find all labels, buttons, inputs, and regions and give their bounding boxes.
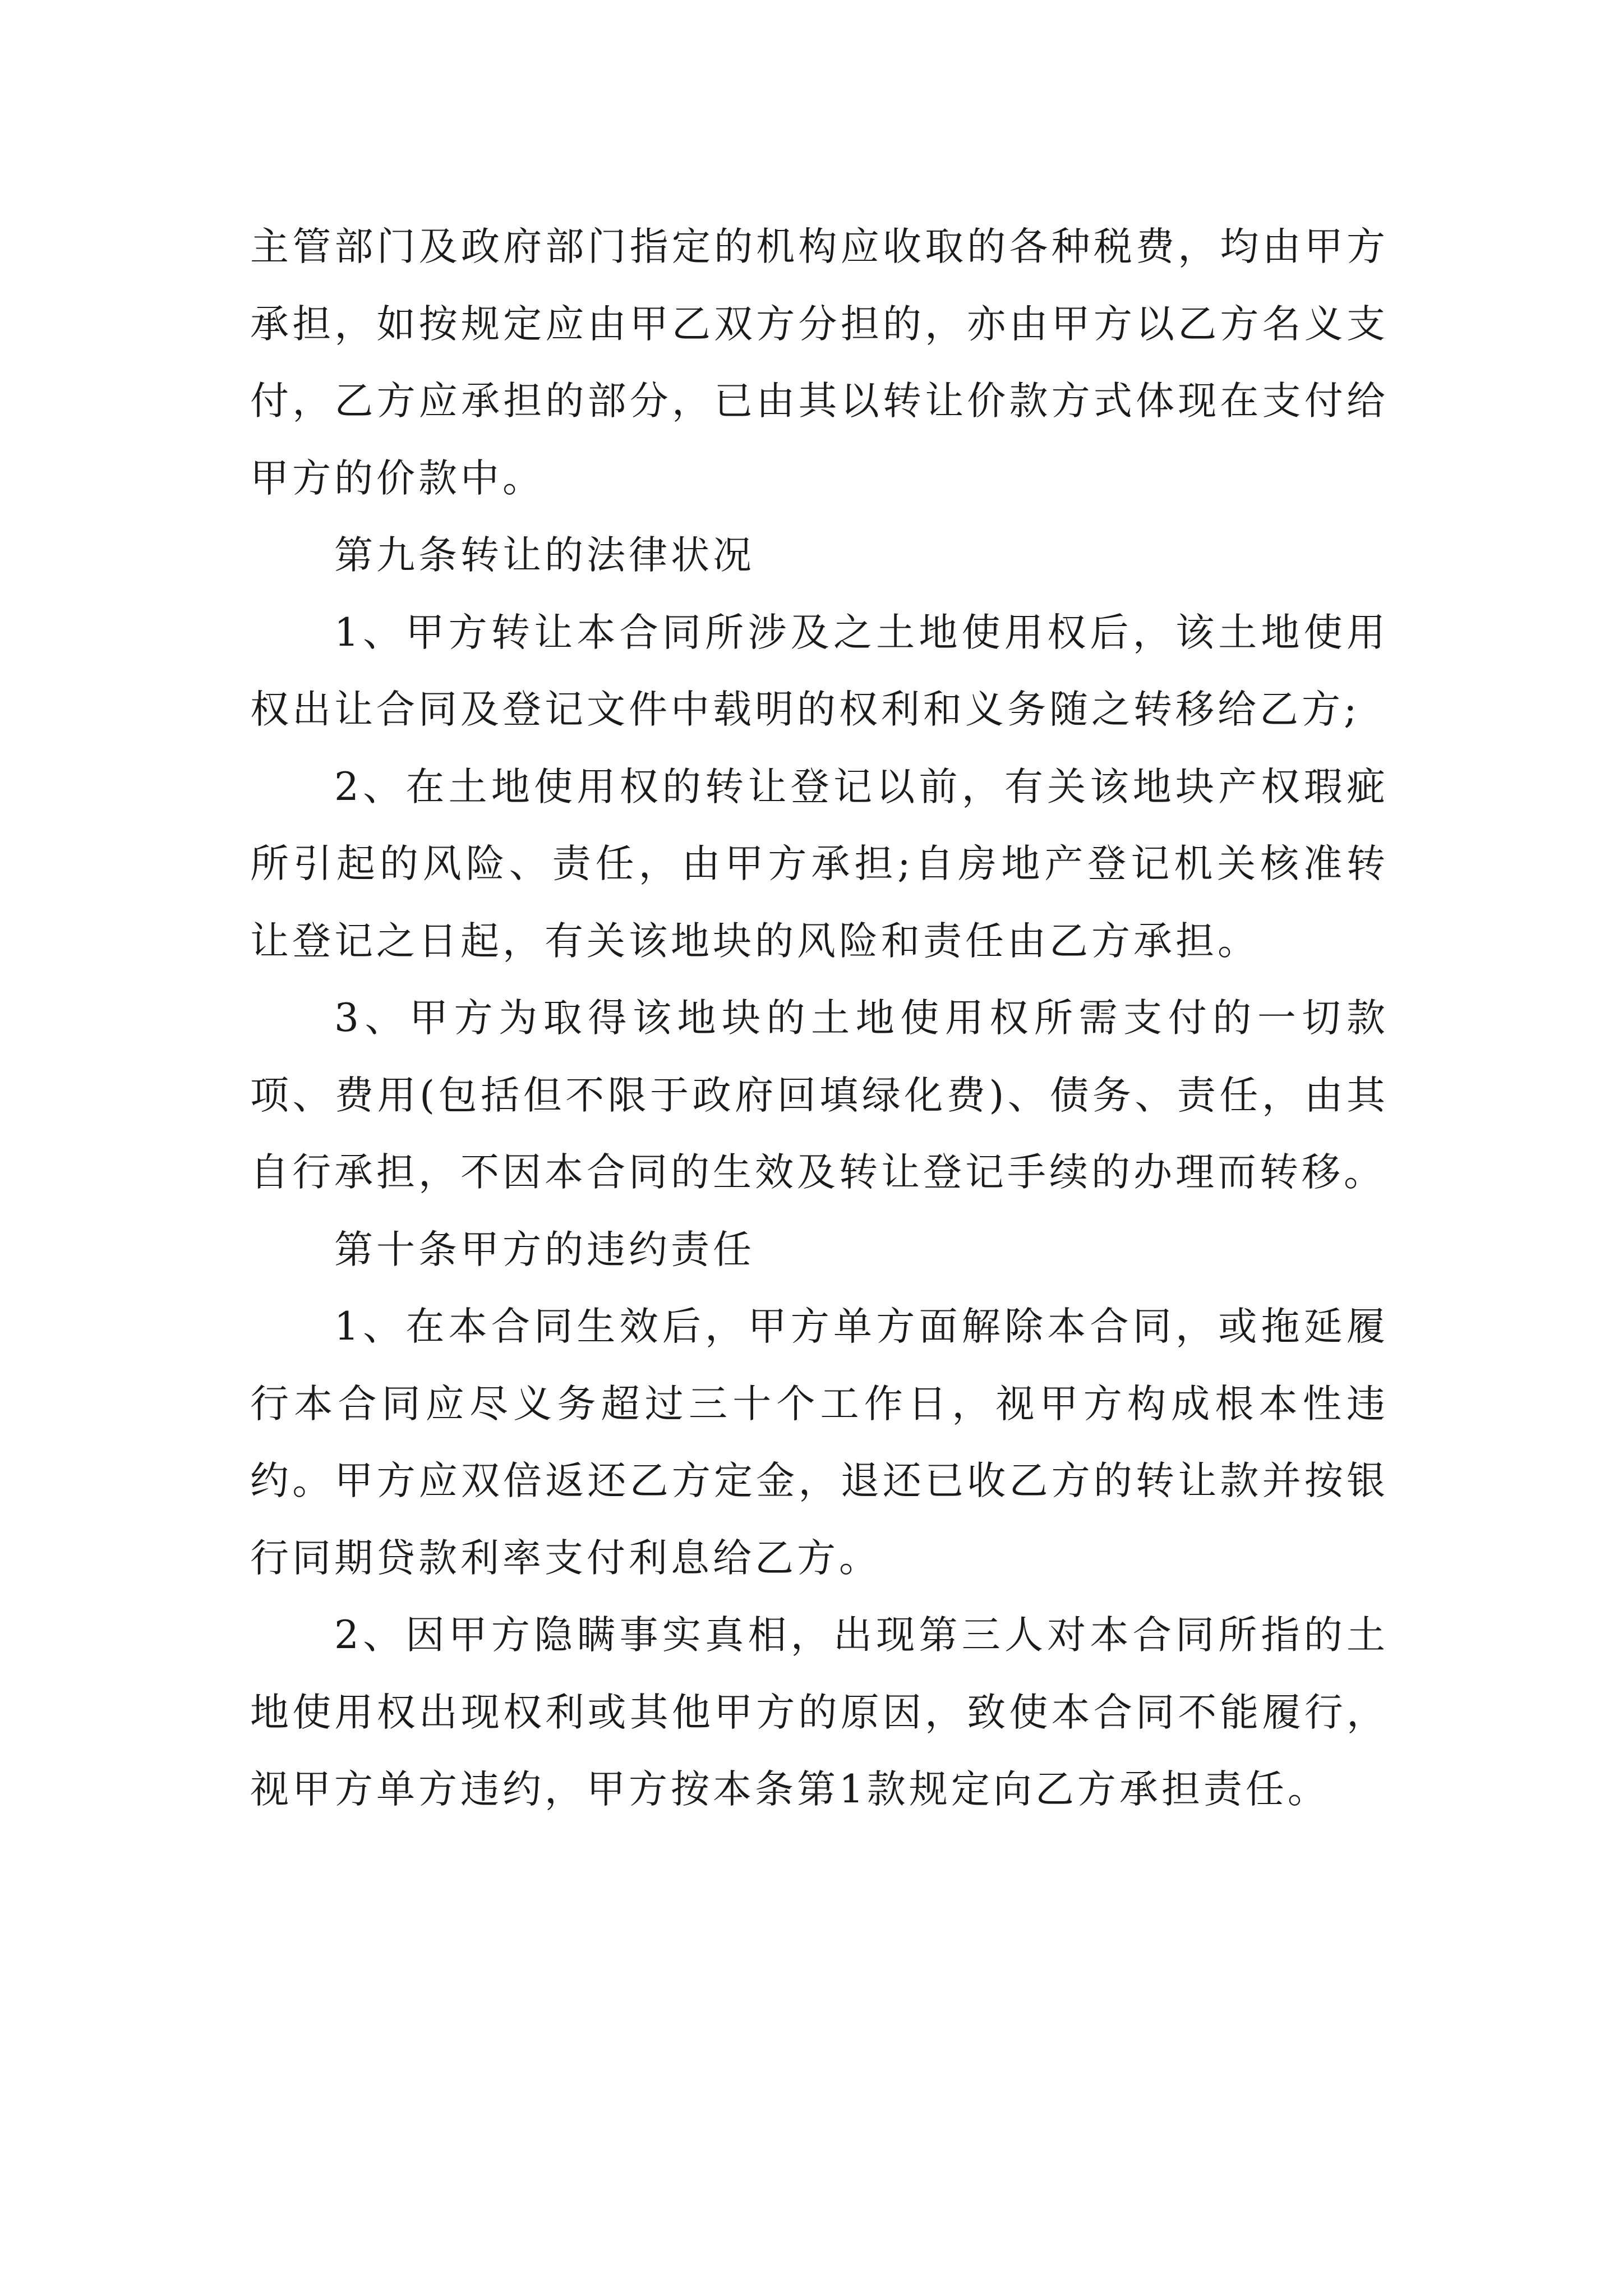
paragraph-tax-fees: 主管部门及政府部门指定的机构应收取的各种税费，均由甲方承担，如按规定应由甲乙双方分担的，亦由甲方以乙方名义支付，乙方应承担的部分，已由其以转让价款方式体现在支付给甲方的价款中。	[250, 224, 1389, 501]
heading-article-9: 第九条转让的法律状况	[334, 533, 755, 578]
paragraph-article-9-clause-2: 2、在土地使用权的转让登记以前，有关该地块产权瑕疵所引起的风险、责任，由甲方承担;自房地产登记机关核准转让登记之日起，有关该地块的风险和责任由乙方承担。	[250, 764, 1389, 964]
paragraph-article-10-clause-1: 1、在本合同生效后，甲方单方面解除本合同，或拖延履行本合同应尽义务超过三十个工作日，视甲方构成根本性违约。甲方应双倍返还乙方定金，退还已收乙方的转让款并按银行同期贷款利率支付利息给乙方。	[250, 1304, 1389, 1581]
contract-body	[250, 209, 1389, 1829]
paragraph-article-9-clause-3: 3、甲方为取得该地块的土地使用权所需支付的一切款项、费用(包括但不限于政府回填绿化费)、债务、责任，由其自行承担，不因本合同的生效及转让登记手续的办理而转移。	[250, 996, 1389, 1195]
heading-article-10: 第十条甲方的违约责任	[334, 1227, 755, 1272]
paragraph-article-9-clause-1: 1、甲方转让本合同所涉及之土地使用权后，该土地使用权出让合同及登记文件中载明的权利和义务随之转移给乙方;	[250, 610, 1389, 732]
paragraph-article-10-clause-2: 2、因甲方隐瞒事实真相，出现第三人对本合同所指的土地使用权出现权利或其他甲方的原因，致使本合同不能履行，视甲方单方违约，甲方按本条第1款规定向乙方承担责任。	[250, 1613, 1389, 1812]
